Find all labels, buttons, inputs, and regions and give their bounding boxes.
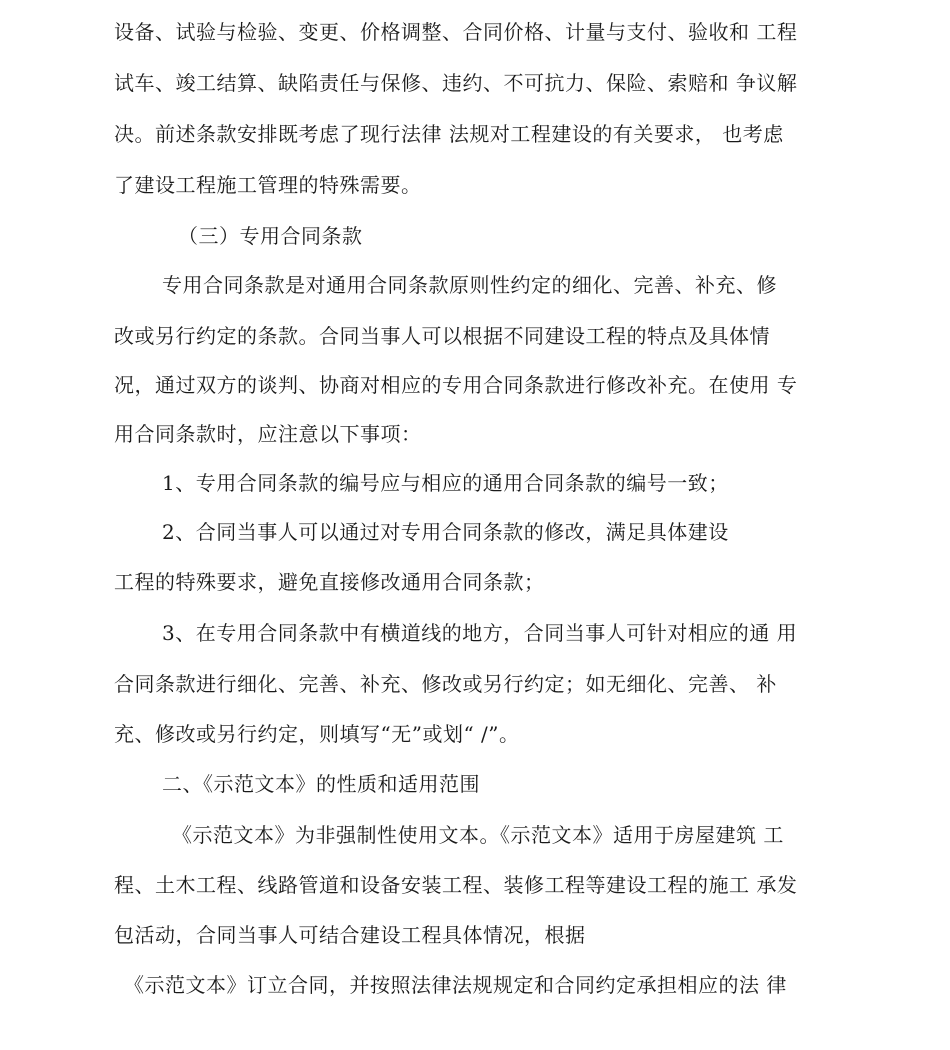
section-heading: 二、《示范文本》的性质和适用范围 xyxy=(162,772,480,796)
paragraph-line: 《示范文本》订立合同，并按照法律法规规定和合同约定承担相应的法 律 xyxy=(124,973,787,997)
list-item: 2、合同当事人可以通过对专用合同条款的修改，满足具体建设 xyxy=(162,520,729,544)
paragraph-line: 况，通过双方的谈判、协商对相应的专用合同条款进行修改补充。在使用 专 xyxy=(114,373,798,397)
paragraph-line: 用合同条款时，应注意以下事项： xyxy=(114,422,422,446)
list-item-continuation: 合同条款进行细化、完善、补充、修改或另行约定；如无细化、完善、 补 xyxy=(114,672,777,696)
paragraph-line: 专用合同条款是对通用合同条款原则性约定的细化、完善、补充、修 xyxy=(162,273,777,297)
paragraph-line: 设备、试验与检验、变更、价格调整、合同价格、计量与支付、验收和 工程 xyxy=(114,20,798,44)
list-item-continuation: 工程的特殊要求，避免直接修改通用合同条款； xyxy=(114,570,545,594)
paragraph-line: 程、土木工程、线路管道和设备安装工程、装修工程等建设工程的施工 承发 xyxy=(114,873,798,897)
list-item-continuation: 充、修改或另行约定，则填写“无”或划“ /”。 xyxy=(114,722,520,746)
paragraph-line: 改或另行约定的条款。合同当事人可以根据不同建设工程的特点及具体情 xyxy=(114,324,770,348)
paragraph-line: 试车、竣工结算、缺陷责任与保修、违约、不可抗力、保险、索赔和 争议解 xyxy=(114,71,798,95)
section-heading: （三）专用合同条款 xyxy=(178,224,363,248)
paragraph-line: 决。前述条款安排既考虑了现行法律 法规对工程建设的有关要求， 也考虑 xyxy=(114,122,784,146)
list-item: 3、在专用合同条款中有横道线的地方，合同当事人可针对相应的通 用 xyxy=(162,621,798,645)
list-item: 1、专用合同条款的编号应与相应的通用合同条款的编号一致； xyxy=(162,471,729,495)
paragraph-line: 《示范文本》为非强制性使用文本。《示范文本》适用于房屋建筑 工 xyxy=(172,823,784,847)
paragraph-line: 包活动，合同当事人可结合建设工程具体情况，根据 xyxy=(114,923,586,947)
paragraph-line: 了建设工程施工管理的特殊需要。 xyxy=(114,173,422,197)
